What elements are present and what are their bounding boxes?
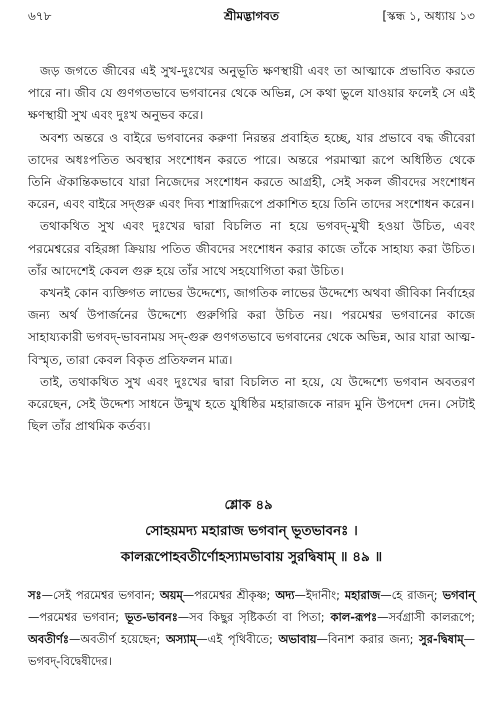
- synonym-meaning: —অবতীর্ণ হয়েছেন;: [68, 632, 166, 646]
- word-meanings: [28, 584, 475, 672]
- synonym-meaning: —সব কিছুর সৃষ্টিকর্তা বা পিতা;: [177, 610, 331, 624]
- synonym-term: অয়ম্: [159, 588, 183, 602]
- synonym-term: কাল-রূপঃ: [330, 610, 378, 624]
- synonym-term: অভাবায়: [278, 632, 317, 646]
- synonym-meaning: —বিনাশ করার জন্য;: [316, 632, 420, 646]
- paragraph: কখনই কোন ব্যক্তিগত লাভের উদ্দেশ্যে, জাগতিক লাভের উদ্দেশ্যে অথবা জীবিকা নির্বাহের জন্য অর্থ উপার্জনের উদ্দেশ্যে গুরুগিরি করা উচিত নয়। পরমেশ্বর ভগবানের কাজে সাহায্যকারী ভগবদ্-ভাবনাময় সদ্-গুরু গুণগতভাবে ভগবানের থেকে অভিন্ন, আর যারা আত্ম-বিস্মৃত, তারা কেবল বিকৃত প্রতিফলন মাত্র।: [28, 286, 475, 367]
- verse-line-1: সোহয়মদ্য মহারাজ ভগবান্ ভূতভাবনঃ ।: [145, 523, 358, 539]
- paragraph: জড় জগতে জীবের এই সুখ-দুঃখের অনুভূতি ক্ষণস্থায়ী এবং তা আত্মাকে প্রভাবিত করতে পারে না। জীব যে গুণগতভাবে ভগবানের থেকে অভিন্ন, সে কথা ভুলে যাওয়ার ফলেই সে এই ক্ষণস্থায়ী সুখ এবং দুঃখ অনুভব করে।: [28, 64, 475, 123]
- synonym-meaning: —সর্বগ্রাসী কালরূপে;: [377, 610, 475, 624]
- synonym-term: অদ্য: [275, 588, 295, 602]
- book-title: শ্রীমদ্ভাগবত: [223, 9, 279, 23]
- page-number: ৬৭৮: [28, 9, 52, 23]
- synonym-meaning: —ইদানীং;: [294, 588, 345, 602]
- synonym-meaning: —পরমেশ্বর শ্রীকৃষ্ণ;: [182, 588, 276, 602]
- shloka-heading: শ্লোক ৪৯: [224, 498, 273, 513]
- synonym-term: ভগবান্: [442, 588, 475, 602]
- synonym-term: সুর-দ্বিষাম্: [419, 632, 464, 646]
- purport-text: [28, 60, 475, 437]
- synonym-term: ভূত-ভাবনঃ: [125, 610, 178, 624]
- synonym-meaning: —ভগবদ্-বিদ্বেষীদের।: [28, 632, 475, 668]
- synonym-term: সঃ: [28, 588, 42, 602]
- paragraph: অবশ্য অন্তরে ও বাইরে ভগবানের করুণা নিরন্তর প্রবাহিত হচ্ছে, যার প্রভাবে বদ্ধ জীবেরা তাদের অধঃপতিত অবস্থার সংশোধন করতে পারে। অন্তরে পরমাত্মা রূপে অধিষ্ঠিত থেকে তিনি ঐকান্তিকভাবে যারা নিজেদের সংশোধন করতে আগ্রহী, সেই সকল জীবদের সংশোধন করেন, এবং বাইরে সদ্‌গুরু এবং দিব্য শাস্ত্রাদিরূপে প্রকাশিত হয়ে তিনি তাদের সংশোধন করেন।: [28, 130, 475, 212]
- page-header: [28, 8, 475, 28]
- synonym-term: মহারাজ: [344, 588, 381, 602]
- verse-line-2: কালরূপোহবতীর্ণোহস্যামভাবায় সুরদ্বিষাম্ ॥ ৪৯ ॥: [120, 549, 383, 565]
- synonym-term: অস্যাম্: [165, 632, 197, 646]
- synonym-term: অবতীর্ণঃ: [28, 632, 69, 646]
- section-reference: [স্কন্ধ ১, অধ্যায় ১৩: [382, 9, 475, 23]
- synonym-meaning: —হে রাজন্;: [380, 588, 443, 602]
- synonym-meaning: —এই পৃথিবীতে;: [196, 632, 279, 646]
- paragraph: তথাকথিত সুখ এবং দুঃখের দ্বারা বিচলিত না হয়ে ভগবদ্-মুখী হওয়া উচিত, এবং পরমেশ্বরের বহিরঙ্গা ক্রিয়ায় পতিত জীবদের সংশোধন করার কাজে তাঁকে সাহায্য করা উচিত। তাঁর আদেশেই কেবল গুরু হয়ে তাঁর সাথে সহযোগিতা করা উচিত।: [28, 219, 475, 278]
- synonym-meaning: —পরমেশ্বর ভগবান;: [28, 610, 126, 624]
- synonym-meaning: —সেই পরমেশ্বর ভগবান;: [41, 588, 160, 602]
- paragraph: তাই, তথাকথিত সুখ এবং দুঃখের দ্বারা বিচলিত না হয়ে, যে উদ্দেশ্যে ভগবান অবতরণ করেছেন, সেই উদ্দেশ্য সাধনে উন্মুখ হতে যুধিষ্ঠির মহারাজকে নারদ মুনি উপদেশ দেন। সেটাই ছিল তাঁর প্রাথমিক কর্তব্য।: [28, 374, 475, 434]
